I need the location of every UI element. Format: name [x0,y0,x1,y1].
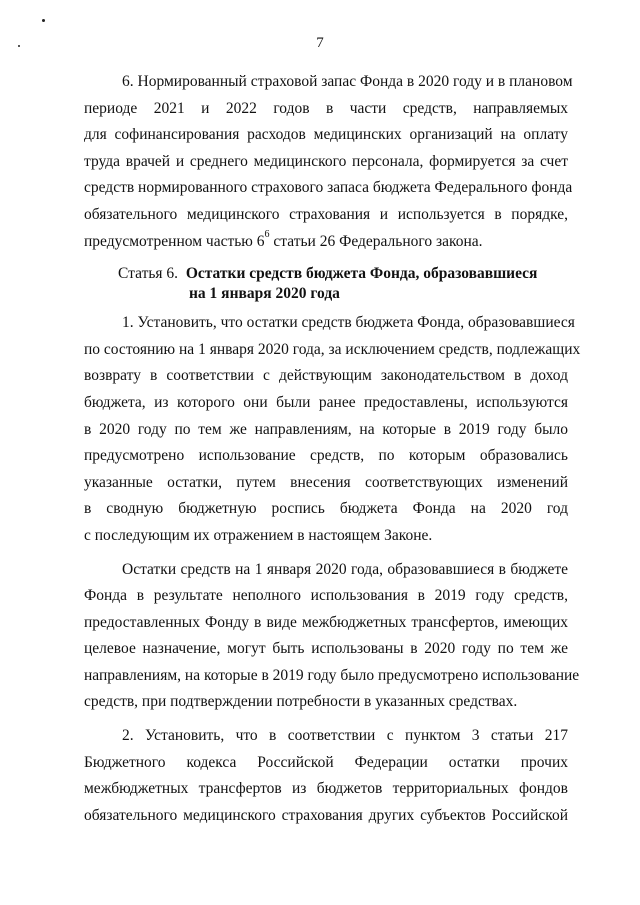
document-body [84,69,581,829]
paragraph-line: 1. Установить, что остатки средств бюджета Фонда, образовавшиеся [122,314,575,332]
paragraph-line: указанные остатки, путем внесения соответствующих изменений [84,473,568,491]
paragraph-line: для софинансирования расходов медицинских организаций на оплату [84,126,568,144]
paragraph-line: Остатки средств на 1 января 2020 года, образовавшиеся в бюджете [122,560,568,578]
paragraph-line: межбюджетных трансфертов из бюджетов территориальных фондов [84,780,568,798]
reference-text: предусмотренном частью 6 [84,232,265,250]
article-heading [84,264,568,304]
paragraph-line: предусмотрено использование средств, по которым образовались [84,447,568,465]
paragraph-line: труда врачей и среднего медицинского персонала, формируется за счет [84,152,568,170]
paragraph-line: предоставленных Фонду в виде межбюджетных трансфертов, имеющих [84,613,568,631]
paragraph-line: по состоянию на 1 января 2020 года, за исключением средств, подлежащих [84,340,581,358]
paragraph-line: средств нормированного страхового запаса бюджета Федерального фонда [84,179,573,197]
article-title: Остатки средств бюджета Фонда, образовавшиеся [185,265,538,283]
scan-speck [42,19,45,22]
paragraph-2 [84,723,568,829]
paragraph-line: 6. Нормированный страховой запас Фонда в 2020 году и в плановом [122,73,573,90]
paragraph-line: возврату в соответствии с действующим законодательством в доход [84,367,568,385]
paragraph-line: в 2020 году по тем же направлениям, на которые в 2019 году было [84,420,568,438]
paragraph-line: обязательного медицинского страхования других субъектов Российской [84,806,568,824]
paragraph-line: периоде 2021 и 2022 годов в части средств, направляемых [84,99,568,117]
paragraph-line: средств, при подтверждении потребности в указанных средствах. [84,693,518,711]
paragraph-line: 2. Установить, что в соответствии с пунктом 3 статьи 217 [122,727,568,745]
paragraph-remainders [84,557,580,717]
paragraph-line: в сводную бюджетную роспись бюджета Фонда на 2020 год [84,500,568,518]
paragraph-line: обязательного медицинского страхования и используется в порядке, [84,205,568,223]
paragraph-line: Фонда в результате неполного использования в 2019 году средств, [84,587,568,605]
article-title-line-2: на 1 января 2020 года [189,285,340,303]
superscript: 6 [264,229,270,241]
paragraph-line: направлениям, на которые в 2019 году было предусмотрено использование [84,666,580,684]
paragraph-line: с последующим их отражением в настоящем Законе. [84,526,433,544]
paragraph-line: бюджета, из которого они были ранее предоставлены, используются [84,393,568,411]
paragraph-line [84,229,568,256]
paragraph-6 [84,69,573,255]
paragraph-1 [84,310,581,549]
paragraph-line: целевое назначение, могут быть использованы в 2020 году по тем же [84,640,568,658]
reference-text: статьи 26 Федерального закона. [269,232,483,250]
page-number: 7 [316,35,324,51]
article-label: Статья 6. [118,265,179,283]
paragraph-line: Бюджетного кодекса Российской Федерации остатки прочих [84,753,568,771]
